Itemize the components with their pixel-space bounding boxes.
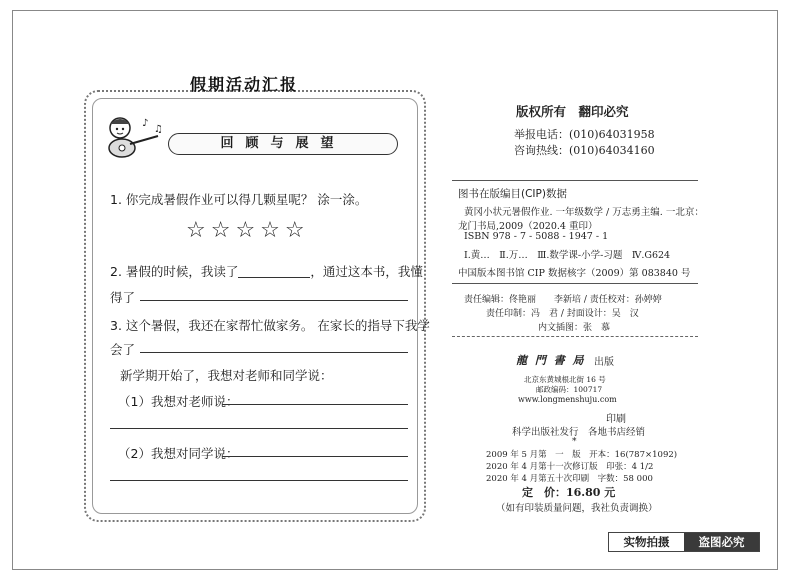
publisher-suffix: 出版 <box>594 357 614 368</box>
learned-answer-line[interactable] <box>140 300 408 301</box>
publisher-address: 北京东黄城根北街 16 号 <box>524 375 606 384</box>
stamp-no-theft: 盗图必究 <box>684 533 759 551</box>
publisher-website[interactable]: www.longmenshuju.com <box>518 395 617 404</box>
price: 定 价：16.80 元 <box>522 486 616 499</box>
svg-text:♪: ♪ <box>142 118 149 129</box>
question-2-line-1 <box>110 262 423 280</box>
question-2-line-2 <box>110 288 135 306</box>
cip-line-2: 龙门书局,2009（2020.4 重印） <box>458 221 598 232</box>
inquiry-hotline: 咨询热线：(010)64034160 <box>514 144 655 157</box>
to-teacher-label: （1）我想对老师说： <box>118 394 239 409</box>
to-teacher-line-2[interactable] <box>110 428 408 429</box>
question-2-suffix: ，通过这本书，我懂 <box>310 264 423 279</box>
publisher-logo: 龍 門 書 局 <box>516 354 586 367</box>
svg-text:♫: ♫ <box>154 124 163 135</box>
card-title: 假期活动汇报 <box>190 75 299 94</box>
edition-line-2: 2020 年 4 月第十一次修订版 印张：4 1/2 <box>486 462 654 472</box>
question-2-learned: 得了 <box>110 290 136 305</box>
staff-editors: 责任编辑：佟艳丽 李新培 / 责任校对：孙婷婷 <box>464 295 662 305</box>
isbn: ISBN 978 - 7 - 5088 - 1947 - 1 <box>464 231 609 242</box>
stamp-real-photo: 实物拍摄 <box>609 533 684 551</box>
cip-number: 中国版本图书馆 CIP 数据核字（2009）第 083840 号 <box>458 268 691 279</box>
cip-top-rule <box>452 180 698 181</box>
printing-label: 印刷 <box>606 414 626 425</box>
photo-stamp <box>608 532 760 552</box>
cip-bottom-rule <box>452 283 698 284</box>
quality-notice: （如有印装质量问题，我社负责调换） <box>496 503 658 514</box>
section-banner: 回顾与展望 <box>168 133 398 155</box>
rating-stars[interactable]: ☆☆☆☆☆ <box>186 218 310 243</box>
question-3-line-1: 3. 这个暑假，我还在家帮忙做家务。 在家长的指导下我学 <box>110 318 430 333</box>
report-hotline: 举报电话：(010)64031958 <box>514 128 655 141</box>
staff-printing-design: 责任印制：冯 君 / 封面设计：吴 汉 <box>486 309 639 319</box>
to-classmate-line-1[interactable] <box>222 456 408 457</box>
copyright-notice: 版权所有 翻印必究 <box>516 104 629 119</box>
question-4: 新学期开始了，我想对老师和同学说： <box>120 368 333 383</box>
question-2-prefix: 2. 暑假的时候，我读了 <box>110 264 239 279</box>
mascot-guitar-illustration <box>100 112 168 160</box>
classification: Ⅰ.黄… Ⅱ.万… Ⅲ.数学课-小学-习题 Ⅳ.G624 <box>464 250 671 261</box>
chore-answer-line[interactable] <box>140 352 408 353</box>
to-classmate-label: （2）我想对同学说： <box>118 446 239 461</box>
publisher-postcode: 邮政编码：100717 <box>536 385 603 394</box>
to-classmate-line-2[interactable] <box>110 480 408 481</box>
to-teacher-line-1[interactable] <box>222 404 408 405</box>
staff-divider <box>452 336 698 337</box>
staff-illustration: 内文插图：张 慕 <box>538 323 611 333</box>
divider-bullet: * <box>572 437 577 447</box>
question-1: 1. 你完成暑假作业可以得几颗星呢？ 涂一涂。 <box>110 192 368 207</box>
cip-title: 图书在版编目(CIP)数据 <box>458 188 567 200</box>
question-3-line-2: 会了 <box>110 342 136 357</box>
cip-line-1: 黄冈小状元暑假作业. 一年级数学 / 万志勇主编. 一北京： <box>464 207 704 218</box>
edition-line-1: 2009 年 5 月第 一 版 开本：16(787×1092) <box>486 450 678 460</box>
edition-line-3: 2020 年 4 月第五十次印刷 字数：58 000 <box>486 474 653 484</box>
distribution: 科学出版社发行 各地书店经销 <box>512 427 646 438</box>
book-title-blank[interactable] <box>238 265 310 278</box>
